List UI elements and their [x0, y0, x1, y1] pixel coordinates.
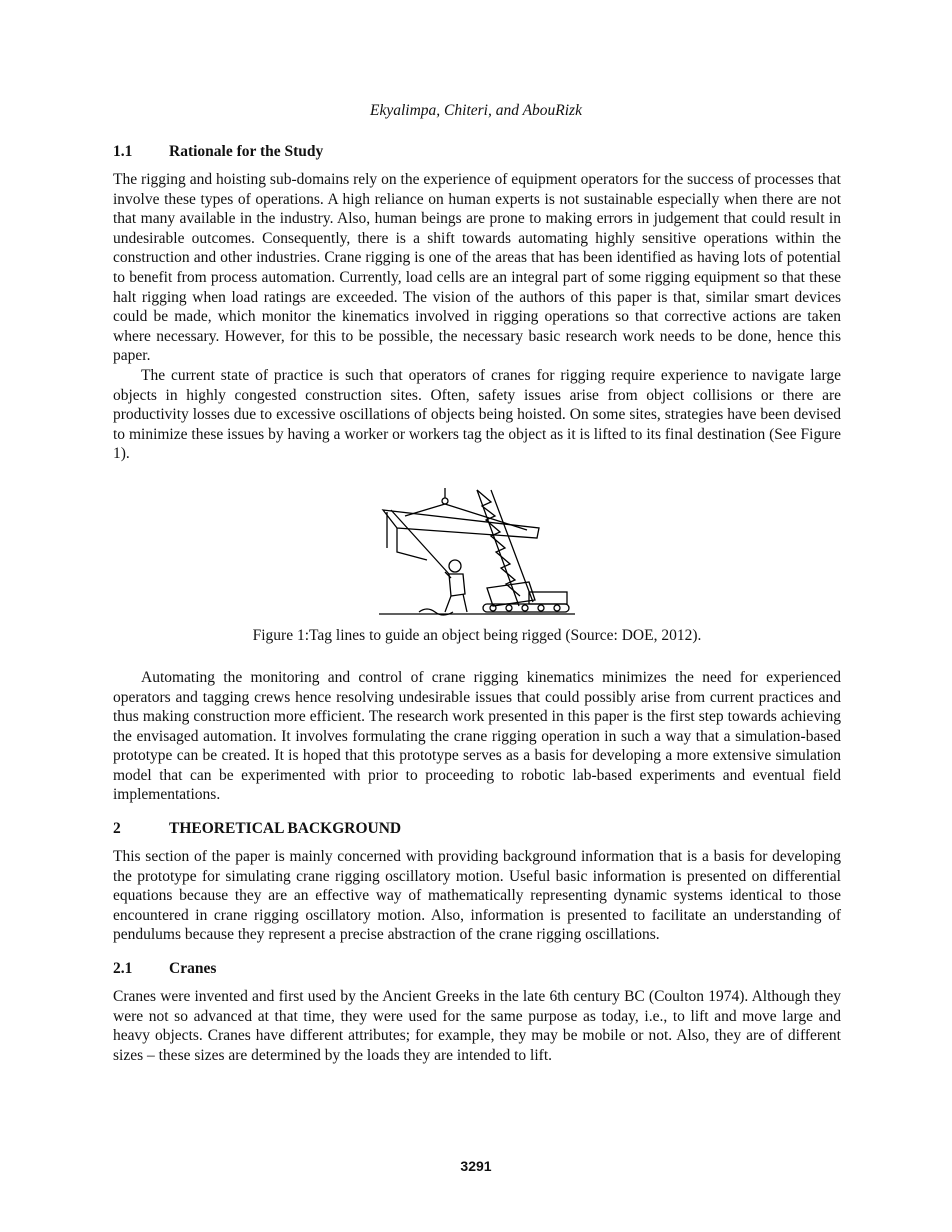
running-header [0, 101, 952, 121]
author-line: Ekyalimpa, Chiteri, and AbouRizk [370, 102, 582, 119]
section-heading-1-1 [113, 142, 841, 162]
paragraph: Automating the monitoring and control of crane rigging kinematics minimizes the need for experienced operators and tagging crews hence resolving undesirable issues that could possibly arise from current practices and thus making construction more efficient. The research work presented in this paper is the first step towards achieving the envisaged automation. It involves formulating the crane rigging operation in such a way that a simulation-based prototype can be created. It is hoped that this prototype serves as a basis for developing a more extensive simulation model that can be experimented with prior to proceeding to robotic lab-based experiments and eventual field implementations. [113, 668, 841, 804]
paragraph: The rigging and hoisting sub-domains rely on the experience of equipment operators for the success of processes that involve these types of operations. A high reliance on human experts is not sustainable especially when there are not that many available in the industry. Also, human beings are prone to making errors in judgement that could result in undesirable outcomes. Consequently, there is a shift towards automating highly sensitive operations within the construction and other industries. Crane rigging is one of the areas that has been identified as having lots of potential to benefit from process automation. Currently, load cells are an integral part of some rigging equipment so that these halt rigging when load ratings are exceeded. The vision of the authors of this paper is that, similar smart devices could be made, which monitor the kinematics involved in rigging operations so that corrective actions are taken where necessary. However, for this to be possible, the necessary basic research work needs to be done, hence this paper. [113, 171, 841, 365]
section-number: 2 [113, 820, 121, 838]
figure-1 [113, 488, 841, 646]
paragraph: Cranes were invented and first used by the Ancient Greeks in the late 6th century BC (Coulton 1974). Although they were not so advanced at that time, they were used for the same purpose as today, i.e., to lift and move large and heavy objects. Cranes have different attributes; for example, they may be mobile or not. Also, they are of different sizes – these sizes are determined by the loads they are intended to lift. [113, 988, 841, 1064]
section-number: 1.1 [113, 143, 133, 160]
figure-caption: Figure 1:Tag lines to guide an object being rigged (Source: DOE, 2012). [252, 626, 702, 644]
paragraph: This section of the paper is mainly concerned with providing background information that is a basis for developing the prototype for simulating crane rigging oscillatory motion. Useful basic information is presented on differential equations because they are an effective way of mathematically representing dynamic systems identical to those encountered in crane rigging oscillatory motion. Also, information is presented to facilitate an understanding of pendulums because they represent a precise abstraction of the crane rigging oscillations. [113, 848, 841, 944]
page-body [113, 142, 841, 1065]
section-heading-2-1 [113, 959, 841, 979]
section-title: Rationale for the Study [169, 143, 324, 160]
section-heading-2 [113, 819, 841, 839]
page-number: 3291 [460, 1158, 492, 1174]
crane-rigging-illustration [379, 488, 575, 616]
paragraph: The current state of practice is such that operators of cranes for rigging require experience to navigate large objects in highly congested construction sites. Often, safety issues arise from object collisions or there are productivity losses due to excessive oscillations of objects being hoisted. On some sites, strategies have been devised to minimize these issues by having a worker or workers tag the object as it is lifted to its final destination (See Figure 1). [113, 366, 841, 463]
section-title: THEORETICAL BACKGROUND [169, 820, 402, 838]
section-title: Cranes [169, 960, 217, 978]
section-number: 2.1 [113, 960, 133, 978]
